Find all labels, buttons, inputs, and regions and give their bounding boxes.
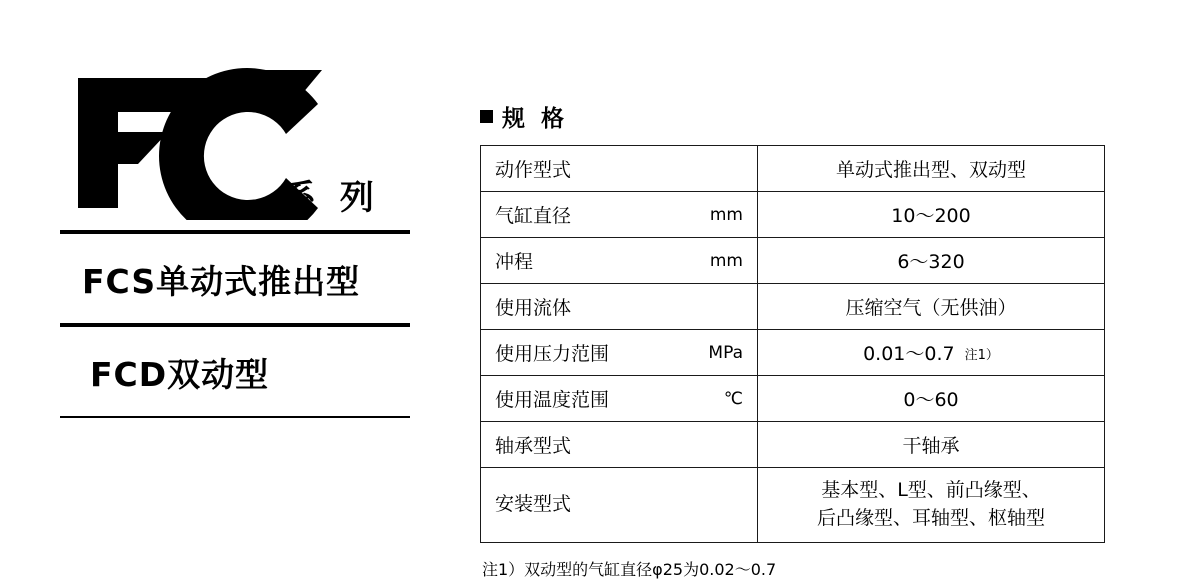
table-row	[481, 192, 1105, 238]
brand-panel	[60, 60, 420, 418]
spec-value-cell	[758, 468, 1105, 543]
spec-value-line1: 基本型、L型、前凸缘型、	[821, 479, 1041, 502]
spec-label-cell	[481, 192, 758, 238]
divider-bottom	[60, 416, 410, 418]
table-row	[481, 238, 1105, 284]
table-row-mounting	[481, 468, 1105, 543]
spec-heading	[480, 100, 1110, 133]
spec-value: 0.01〜0.7	[863, 343, 955, 365]
spec-label-cell	[481, 330, 758, 376]
spec-value: 干轴承	[902, 435, 960, 457]
product-title-fcd: FCD双动型	[90, 355, 270, 394]
spec-label-cell	[481, 468, 758, 543]
spec-value: 6〜320	[897, 251, 965, 273]
spec-label-cell	[481, 284, 758, 330]
spec-label: 使用温度范围	[495, 389, 610, 411]
spec-value: 压缩空气（无供油）	[845, 297, 1017, 319]
table-footnote: 注1）双动型的气缸直径φ25为0.02〜0.7	[482, 560, 777, 579]
spec-label: 气缸直径	[495, 205, 572, 227]
spec-value-cell	[758, 376, 1105, 422]
spec-unit: mm	[709, 204, 743, 225]
specification-table	[480, 145, 1105, 543]
spec-value: 单动式推出型、双动型	[835, 159, 1026, 181]
spec-label-cell	[481, 146, 758, 192]
product-title-fcs: FCS单动式推出型	[82, 262, 361, 301]
spec-label: 使用压力范围	[495, 343, 610, 365]
table-row	[481, 422, 1105, 468]
spec-label: 冲程	[495, 251, 534, 273]
spec-heading-text: 规 格	[502, 106, 569, 132]
spec-value-line2: 后凸缘型、耳轴型、枢轴型	[816, 507, 1045, 529]
spec-unit: mm	[709, 250, 743, 271]
fc-logo	[60, 60, 400, 230]
table-row	[481, 330, 1105, 376]
spec-value-cell	[758, 192, 1105, 238]
spec-value: 10〜200	[891, 205, 971, 227]
spec-label-cell	[481, 422, 758, 468]
spec-value-cell	[758, 284, 1105, 330]
table-row	[481, 284, 1105, 330]
table-row	[481, 376, 1105, 422]
spec-label-cell	[481, 376, 758, 422]
spec-unit: ℃	[723, 388, 743, 409]
spec-value-cell	[758, 422, 1105, 468]
spec-value-cell	[758, 238, 1105, 284]
spec-panel	[480, 100, 1110, 580]
spec-label: 轴承型式	[495, 435, 572, 457]
spec-value: 0〜60	[903, 389, 959, 411]
spec-label: 安装型式	[495, 493, 572, 516]
spec-value-cell	[758, 146, 1105, 192]
table-row	[481, 146, 1105, 192]
spec-label-cell	[481, 238, 758, 284]
square-bullet-icon	[480, 110, 493, 123]
spec-unit: MPa	[708, 342, 743, 363]
spec-value-cell	[758, 330, 1105, 376]
series-label: 系 列	[282, 178, 380, 218]
spec-label: 使用流体	[495, 297, 572, 319]
spec-label: 动作型式	[495, 159, 572, 181]
spec-note-ref: 注1）	[964, 348, 999, 363]
